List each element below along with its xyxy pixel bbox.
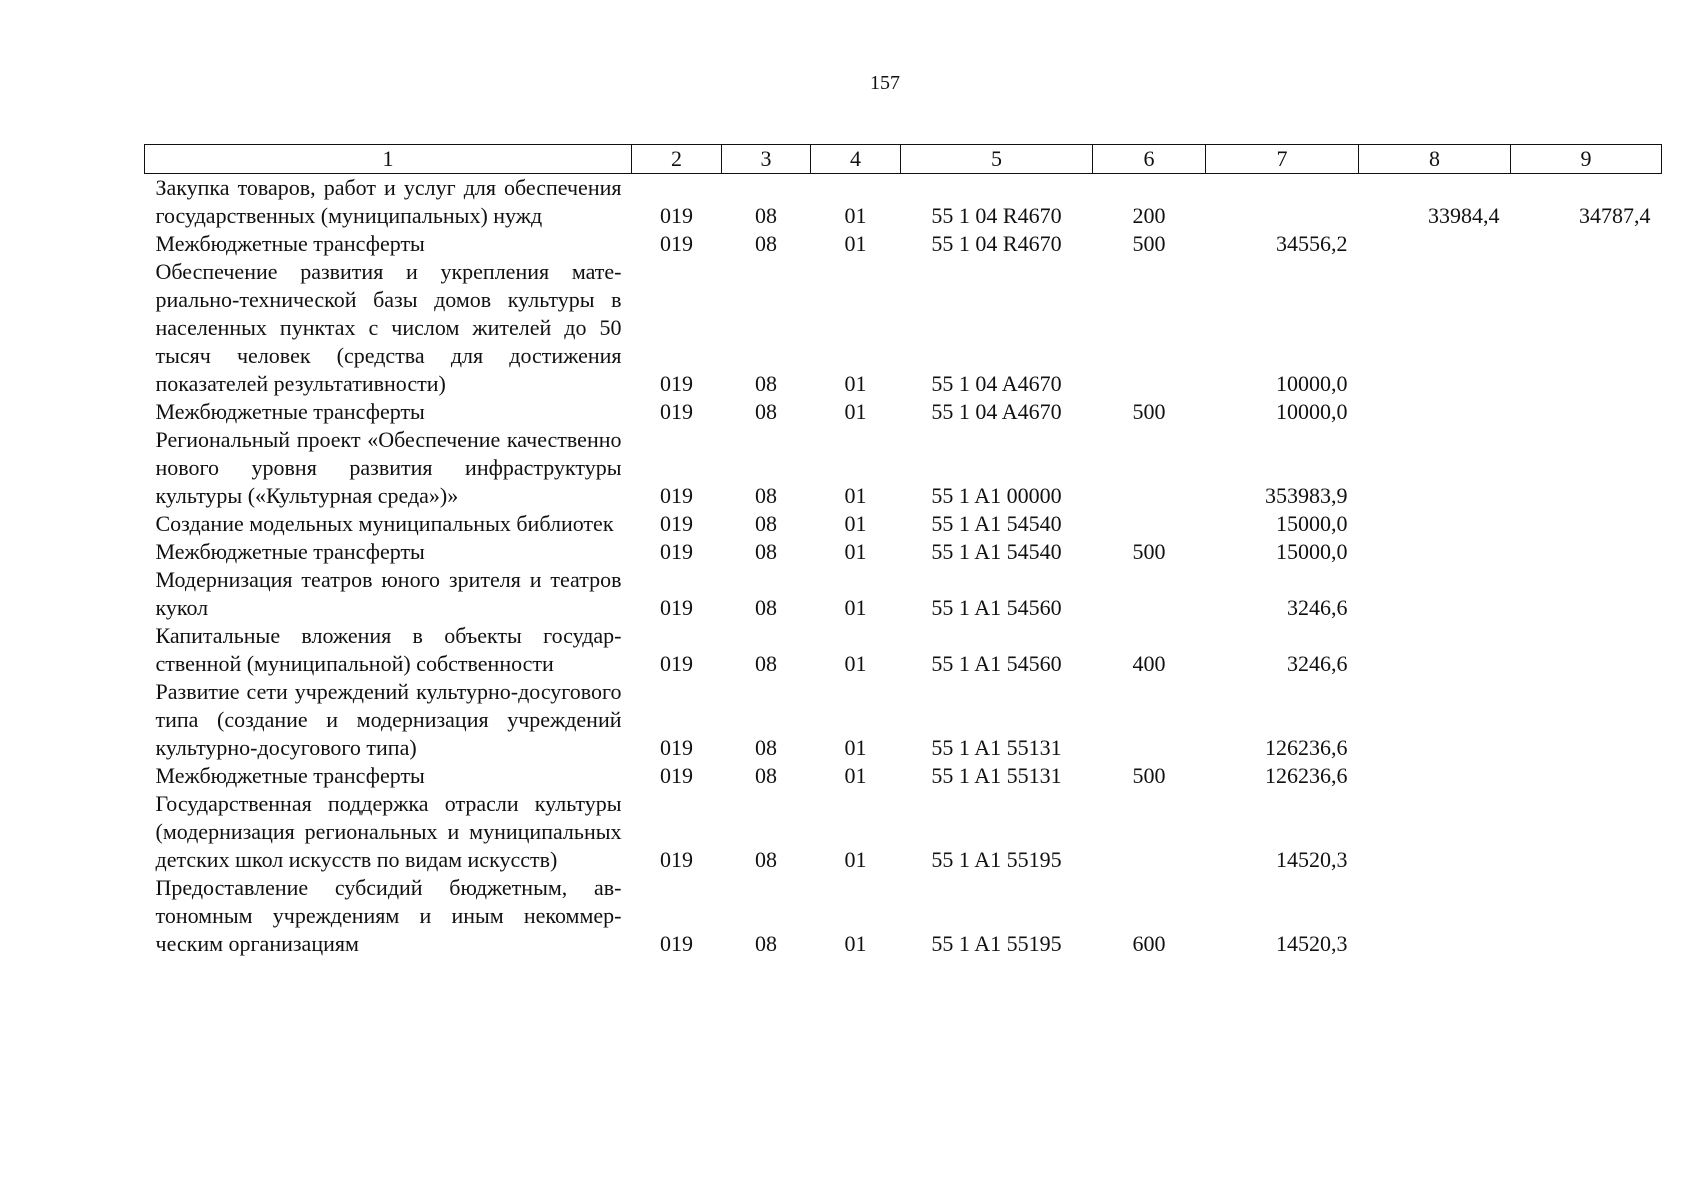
row-target-article-cell: 55 1 A1 54540 (931, 539, 1062, 564)
row-name-cell: Капитальные вложения в объекты государственной (муниципальной) собственности (155, 623, 622, 676)
row-ministry-code-cell: 019 (660, 847, 693, 872)
row-amount-col8-cell (1359, 790, 1511, 874)
row-section-code-cell: 08 (755, 483, 777, 508)
row-amount-col9-cell (1511, 762, 1662, 790)
row-name-cell: Региональный проект «Обеспечение качественно нового уровня развития инфраструктуры культуры («Культурная среда»)» (155, 427, 622, 508)
row-amount-col8-cell (1359, 762, 1511, 790)
row-target-article-cell: 55 1 A1 55195 (931, 847, 1062, 872)
row-amount-col7-cell: 34556,2 (1276, 231, 1348, 256)
row-amount-col8-cell (1359, 538, 1511, 566)
header-col-2: 2 (632, 145, 722, 174)
row-expense-type-cell: 400 (1132, 651, 1166, 676)
row-amount-col8-cell (1359, 622, 1511, 678)
row-amount-col9-cell (1511, 622, 1662, 678)
table-row (145, 874, 1662, 958)
row-ministry-code-cell: 019 (660, 371, 693, 396)
row-name-cell: Межбюджетные трансферты (155, 763, 425, 788)
row-section-code-cell: 08 (755, 539, 777, 564)
row-subsection-code-cell: 01 (844, 763, 867, 788)
header-col-6: 6 (1093, 145, 1206, 174)
row-amount-col7-cell: 3246,6 (1287, 595, 1348, 620)
row-target-article-cell: 55 1 04 A4670 (931, 399, 1062, 424)
row-target-article-cell: 55 1 A1 54540 (931, 511, 1062, 536)
table-row (145, 790, 1662, 874)
row-amount-col8-cell (1359, 566, 1511, 622)
row-name-cell: Закупка товаров, работ и услуг для обеспечения государственных (муниципальных) нужд (155, 175, 622, 228)
table-row (145, 174, 1662, 231)
row-amount-col7-cell: 126236,6 (1265, 763, 1348, 788)
header-col-5: 5 (901, 145, 1093, 174)
row-target-article-cell: 55 1 A1 55195 (931, 931, 1062, 956)
row-name-cell: Межбюджетные трансферты (155, 539, 425, 564)
row-section-code-cell: 08 (755, 735, 777, 760)
row-ministry-code-cell: 019 (660, 483, 693, 508)
row-section-code-cell: 08 (755, 231, 777, 256)
row-amount-col9-cell (1511, 790, 1662, 874)
row-target-article-cell: 55 1 04 A4670 (931, 371, 1062, 396)
row-amount-col9-cell (1511, 426, 1662, 510)
table-row (145, 762, 1662, 790)
row-subsection-code-cell: 01 (844, 231, 867, 256)
row-ministry-code-cell: 019 (660, 651, 693, 676)
table-row (145, 230, 1662, 258)
table-row (145, 258, 1662, 398)
row-section-code-cell: 08 (755, 763, 777, 788)
row-amount-col8-cell (1359, 258, 1511, 398)
row-target-article-cell: 55 1 A1 55131 (931, 735, 1062, 760)
row-section-code-cell: 08 (755, 931, 777, 956)
header-col-7: 7 (1206, 145, 1359, 174)
row-subsection-code-cell: 01 (844, 735, 867, 760)
row-expense-type-cell (1093, 566, 1206, 622)
row-amount-col9-cell (1511, 398, 1662, 426)
table-row (145, 678, 1662, 762)
row-amount-col9-cell (1511, 566, 1662, 622)
row-expense-type-cell (1093, 426, 1206, 510)
row-target-article-cell: 55 1 A1 00000 (931, 483, 1062, 508)
row-ministry-code-cell: 019 (660, 595, 693, 620)
row-name-cell: Развитие сети учреждений культурно-досугового типа (создание и модернизация учреждений культурно-досугового типа) (155, 679, 622, 760)
row-expense-type-cell (1093, 678, 1206, 762)
row-expense-type-cell (1093, 258, 1206, 398)
row-amount-col7-cell: 15000,0 (1276, 539, 1348, 564)
row-name-cell: Обеспечение развития и укрепления материально-технической базы домов культуры в населенных пунктах с числом жителей до 50 тысяч человек (средства для достижения показателей результативности) (155, 259, 622, 396)
row-expense-type-cell: 600 (1132, 931, 1166, 956)
row-amount-col7-cell: 10000,0 (1276, 399, 1348, 424)
header-row (145, 145, 1662, 174)
table-row (145, 566, 1662, 622)
row-name-cell: Государственная поддержка отрасли культуры (модернизация региональных и муниципальных детских школ искусств по видам искусств) (155, 791, 622, 872)
page-number: 157 (870, 72, 900, 94)
row-expense-type-cell (1093, 510, 1206, 538)
row-name-cell: Предоставление субсидий бюджетным, автономным учреждениям и иным некоммерческим организациям (155, 875, 622, 956)
table-row (145, 538, 1662, 566)
row-amount-col7-cell: 3246,6 (1287, 651, 1348, 676)
row-amount-col8-cell (1359, 874, 1511, 958)
row-subsection-code-cell: 01 (844, 847, 867, 872)
header-col-8: 8 (1359, 145, 1511, 174)
row-section-code-cell: 08 (755, 371, 777, 396)
row-subsection-code-cell: 01 (844, 203, 867, 228)
row-amount-col8-cell: 33984,4 (1428, 203, 1500, 228)
row-ministry-code-cell: 019 (660, 763, 693, 788)
row-subsection-code-cell: 01 (844, 931, 867, 956)
table-row (145, 398, 1662, 426)
row-amount-col9-cell (1511, 510, 1662, 538)
table-row (145, 622, 1662, 678)
row-target-article-cell: 55 1 A1 55131 (931, 763, 1062, 788)
row-subsection-code-cell: 01 (844, 595, 867, 620)
row-expense-type-cell: 500 (1132, 763, 1166, 788)
row-expense-type-cell: 500 (1132, 231, 1166, 256)
row-subsection-code-cell: 01 (844, 511, 867, 536)
row-subsection-code-cell: 01 (844, 539, 867, 564)
row-ministry-code-cell: 019 (660, 931, 693, 956)
row-subsection-code-cell: 01 (844, 399, 867, 424)
row-name-cell: Межбюджетные трансферты (155, 399, 425, 424)
table-header (145, 145, 1662, 174)
row-amount-col7-cell: 14520,3 (1276, 931, 1348, 956)
row-ministry-code-cell: 019 (660, 399, 693, 424)
row-section-code-cell: 08 (755, 511, 777, 536)
row-amount-col8-cell (1359, 398, 1511, 426)
row-target-article-cell: 55 1 A1 54560 (931, 651, 1062, 676)
row-target-article-cell: 55 1 04 R4670 (931, 203, 1062, 228)
header-col-4: 4 (811, 145, 901, 174)
row-amount-col9-cell (1511, 538, 1662, 566)
row-subsection-code-cell: 01 (844, 483, 867, 508)
row-subsection-code-cell: 01 (844, 651, 867, 676)
row-section-code-cell: 08 (755, 595, 777, 620)
row-amount-col7-cell: 10000,0 (1276, 371, 1348, 396)
row-expense-type-cell: 500 (1132, 399, 1166, 424)
row-section-code-cell: 08 (755, 651, 777, 676)
row-section-code-cell: 08 (755, 203, 777, 228)
table-body (145, 174, 1662, 959)
row-ministry-code-cell: 019 (660, 735, 693, 760)
row-section-code-cell: 08 (755, 399, 777, 424)
row-name-cell: Модернизация театров юного зрителя и театров кукол (155, 567, 622, 620)
row-amount-col8-cell (1359, 426, 1511, 510)
row-expense-type-cell: 500 (1132, 539, 1166, 564)
header-col-9: 9 (1511, 145, 1662, 174)
row-target-article-cell: 55 1 A1 54560 (931, 595, 1062, 620)
row-amount-col7-cell: 14520,3 (1276, 847, 1348, 872)
row-amount-col7-cell: 126236,6 (1265, 735, 1348, 760)
row-ministry-code-cell: 019 (660, 539, 693, 564)
header-col-1: 1 (145, 145, 632, 174)
row-amount-col7-cell: 15000,0 (1276, 511, 1348, 536)
row-name-cell: Межбюджетные трансферты (155, 231, 425, 256)
row-expense-type-cell: 200 (1132, 203, 1166, 228)
row-section-code-cell: 08 (755, 847, 777, 872)
row-amount-col7-cell: 353983,9 (1265, 483, 1348, 508)
row-amount-col8-cell (1359, 678, 1511, 762)
row-amount-col8-cell (1359, 510, 1511, 538)
row-ministry-code-cell: 019 (660, 231, 693, 256)
row-amount-col7-cell (1206, 174, 1359, 231)
row-ministry-code-cell: 019 (660, 203, 693, 228)
budget-table (144, 144, 1662, 958)
table-row (145, 426, 1662, 510)
row-amount-col9-cell (1511, 874, 1662, 958)
row-name-cell: Создание модельных муниципальных библиотек (155, 511, 614, 536)
row-amount-col9-cell (1511, 678, 1662, 762)
row-amount-col8-cell (1359, 230, 1511, 258)
header-col-3: 3 (722, 145, 811, 174)
row-amount-col9-cell (1511, 258, 1662, 398)
row-ministry-code-cell: 019 (660, 511, 693, 536)
row-subsection-code-cell: 01 (844, 371, 867, 396)
row-amount-col9-cell: 34787,4 (1579, 203, 1651, 228)
row-expense-type-cell (1093, 790, 1206, 874)
row-target-article-cell: 55 1 04 R4670 (931, 231, 1062, 256)
row-amount-col9-cell (1511, 230, 1662, 258)
table-row (145, 510, 1662, 538)
